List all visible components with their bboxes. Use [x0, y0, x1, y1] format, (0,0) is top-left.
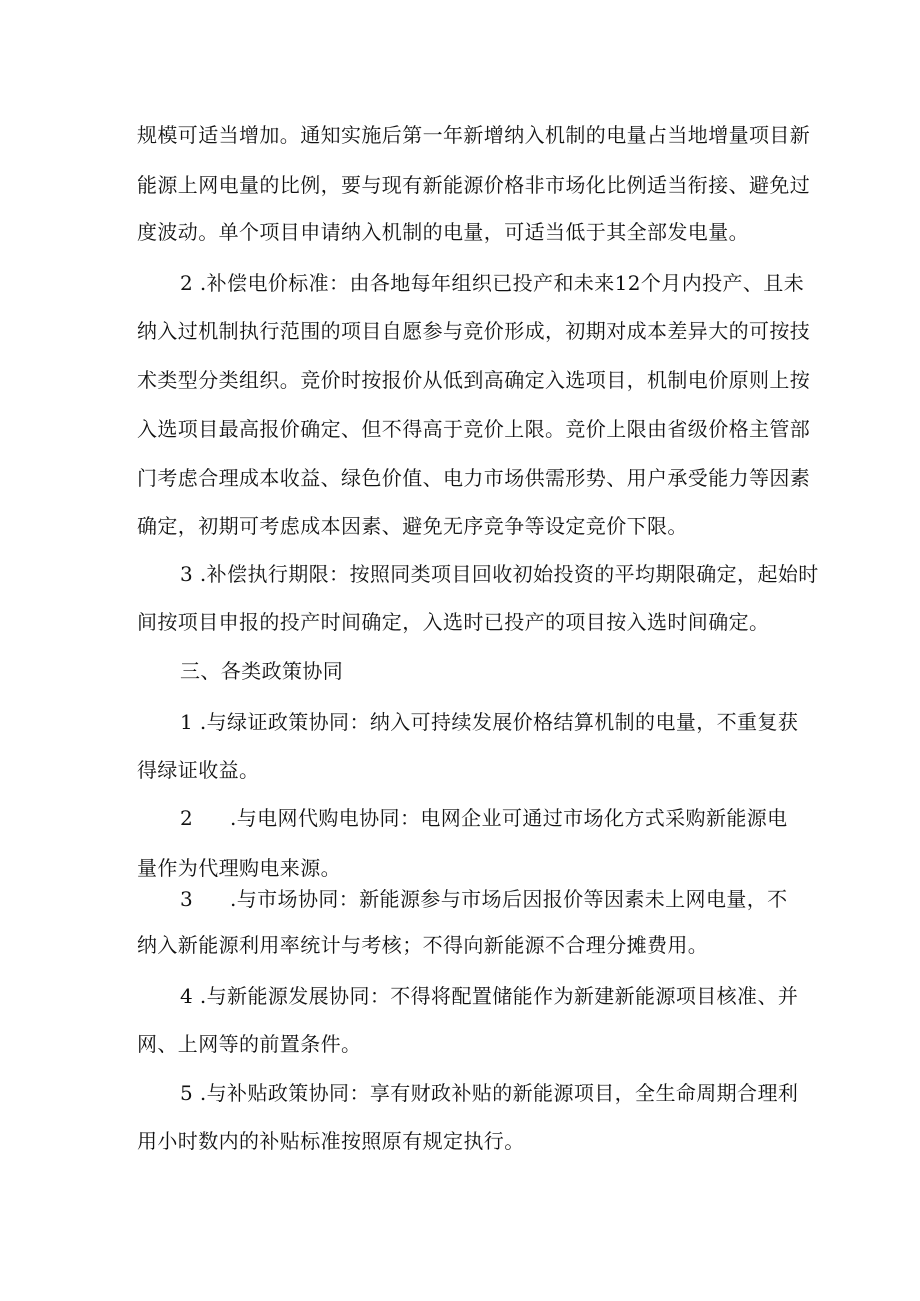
text-line-19: 4 .与新能源发展协同：不得将配置储能作为新建新能源项目核准、并	[180, 984, 799, 1008]
text-line-14: 得绿证收益。	[137, 758, 260, 782]
text-line-3: 度波动。单个项目申请纳入机制的电量，可适当低于其全部发电量。	[137, 220, 749, 244]
text-line-15: .与电网代购电协同：电网企业可通过市场化方式采购新能源电	[230, 806, 788, 830]
text-line-6: 术类型分类组织。竞价时按报价从低到高确定入选项目，机制电价原则上按	[137, 368, 811, 392]
item-number-2: 2	[180, 806, 194, 830]
text-line-20: 网、上网等的前置条件。	[137, 1032, 362, 1056]
text-line-18: 纳入新能源利用率统计与考核；不得向新能源不合理分摊费用。	[137, 933, 709, 957]
text-line-11: 间按项目申报的投产时间确定，入选时已投产的项目按入选时间确定。	[137, 610, 770, 634]
text-line-1: 规模可适当增加。通知实施后第一年新增纳入机制的电量占当地增量项目新	[137, 123, 811, 147]
text-line-17: .与市场协同：新能源参与市场后因报价等因素未上网电量，不	[230, 887, 788, 911]
text-line-2: 能源上网电量的比例，要与现有新能源价格非市场化比例适当衔接、避免过	[137, 173, 811, 197]
text-line-4: 2 .补偿电价标准：由各地每年组织已投产和未来12个月内投产、且未	[180, 271, 805, 295]
text-line-5: 纳入过机制执行范围的项目自愿参与竞价形成，初期对成本差异大的可按技	[137, 319, 811, 343]
text-line-8: 门考虑合理成本收益、绿色价值、电力市场供需形势、用户承受能力等因素	[137, 466, 811, 490]
text-line-13: 1 .与绿证政策协同：纳入可持续发展价格结算机制的电量，不重复获	[180, 710, 799, 734]
section-heading: 三、各类政策协同	[180, 659, 344, 683]
text-line-16: 量作为代理购电来源。	[137, 856, 341, 880]
item-number-3: 3	[180, 887, 194, 911]
text-line-7: 入选项目最高报价确定、但不得高于竞价上限。竞价上限由省级价格主管部	[137, 417, 811, 441]
text-line-21: 5 .与补贴政策协同：享有财政补贴的新能源项目，全生命周期合理利	[180, 1081, 799, 1105]
text-line-9: 确定，初期可考虑成本因素、避免无序竞争等设定竞价下限。	[137, 514, 688, 538]
text-line-10: 3 .补偿执行期限：按照同类项目回收初始投资的平均期限确定，起始时	[180, 562, 819, 586]
text-line-22: 用小时数内的补贴标准按照原有规定执行。	[137, 1129, 525, 1153]
